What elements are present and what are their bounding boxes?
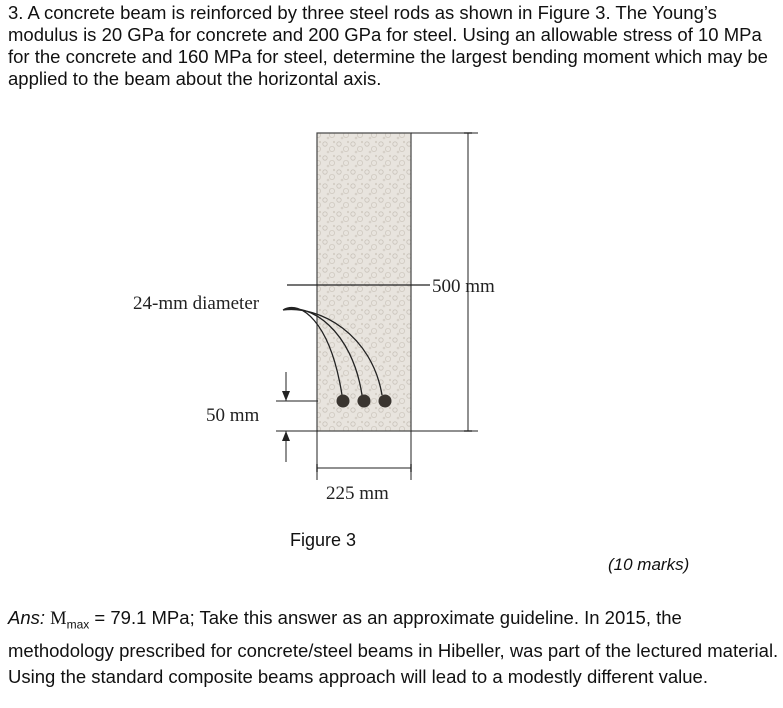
- concrete-beam: [317, 133, 411, 431]
- beam-cross-section-figure: [0, 120, 783, 560]
- width-label: 225 mm: [326, 483, 389, 504]
- figure-caption: Figure 3: [290, 530, 357, 550]
- moment-symbol: $M_{max}$: [50, 609, 90, 632]
- height-label: 500 mm: [432, 276, 495, 297]
- answer-text: [8, 605, 780, 690]
- diameter-label: 24-mm diameter: [133, 293, 260, 314]
- cover-label: 50 mm: [206, 405, 260, 426]
- steel-rod: [337, 395, 350, 408]
- marks-label: (10 marks): [608, 555, 690, 574]
- steel-rod: [379, 395, 392, 408]
- answer-value: = 79.1 MPa; Take this answer as an approximate guideline. In 2015, the methodology prescribed for concrete/steel beams in Hibeller, was part of the lectured material. Using the standard composite beams approach will lead to a modestly different value.: [8, 607, 779, 687]
- question-text: 3. A concrete beam is reinforced by three steel rods as shown in Figure 3. The Young’s modulus is 20 GPa for concrete and 200 GPa for steel. Using an allowable stress of 10 MPa for the concrete and 160 MPa for steel, determine the largest bending moment which may be applied to the beam about the horizontal axis.: [8, 2, 768, 89]
- answer-label: Ans:: [8, 607, 46, 628]
- steel-rod: [358, 395, 371, 408]
